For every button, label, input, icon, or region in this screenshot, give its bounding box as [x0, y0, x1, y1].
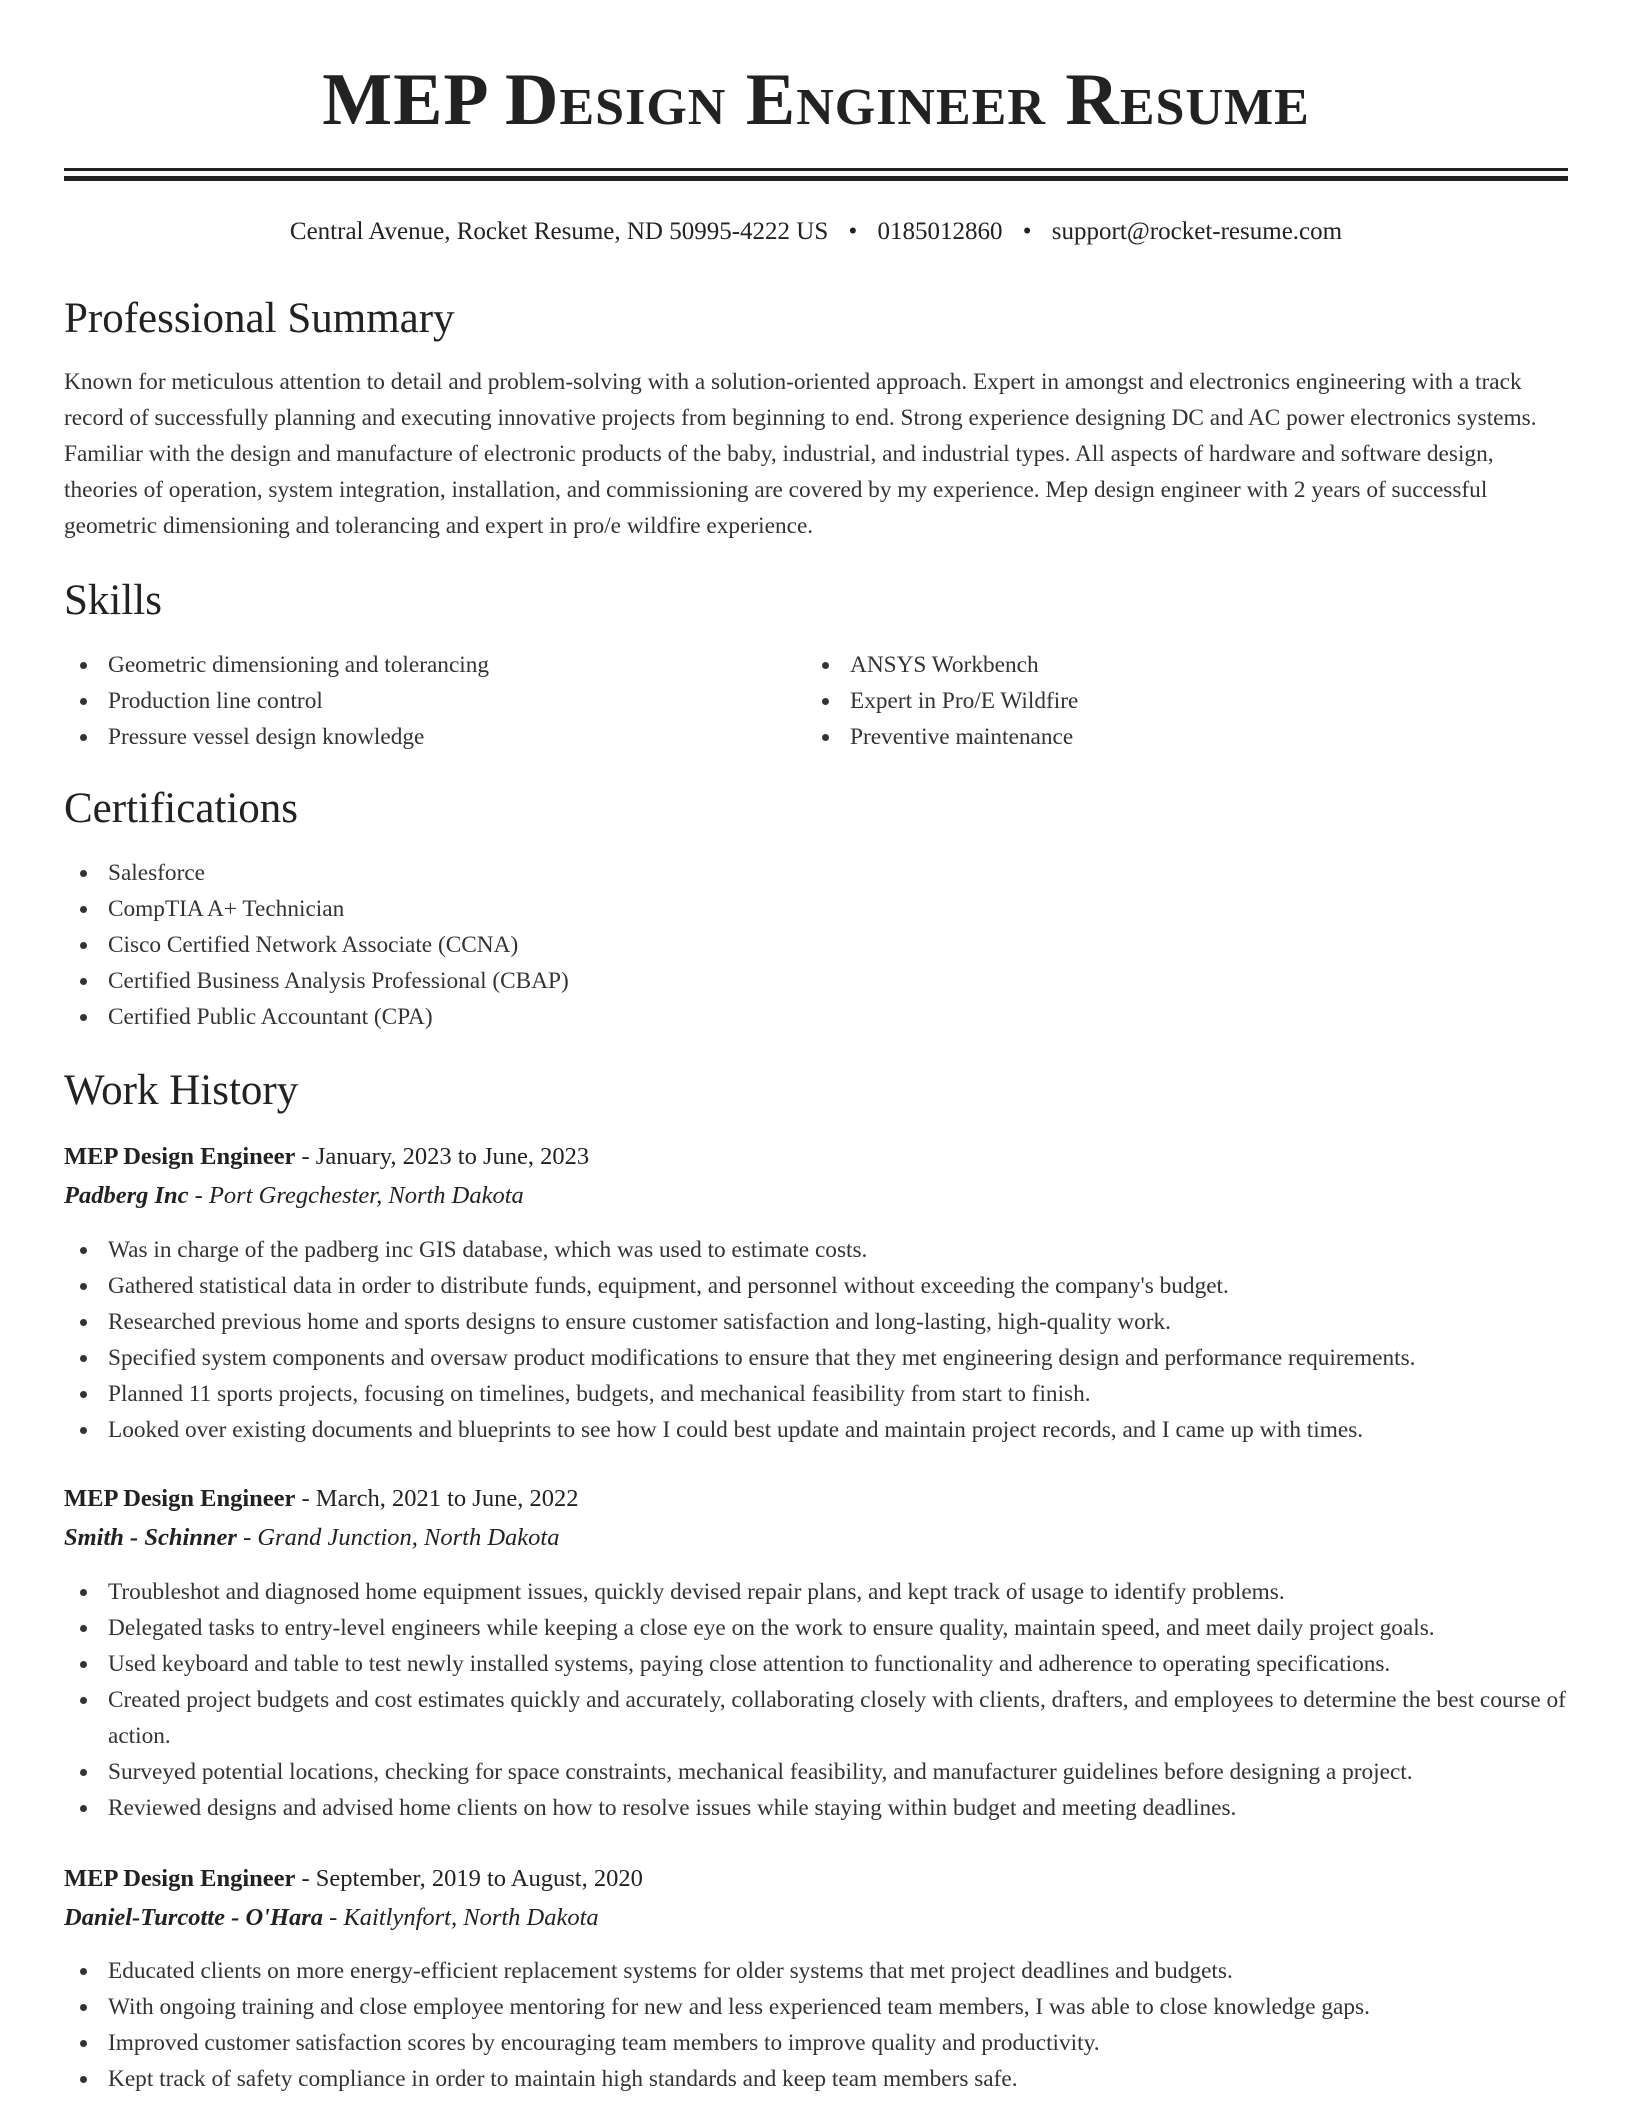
resume-title: MEP Design Engineer Resume	[322, 59, 1310, 141]
job-duty: Educated clients on more energy-efficient replacement systems for older systems that met project deadlines and budgets.	[64, 1953, 1568, 1989]
job-duty: Gathered statistical data in order to distribute funds, equipment, and personnel without exceeding the company's budget.	[64, 1268, 1568, 1304]
certification-item: Certified Public Accountant (CPA)	[64, 999, 1568, 1035]
company-location: - Grand Junction, North Dakota	[236, 1524, 560, 1551]
job-duty: With ongoing training and close employee mentoring for new and less experienced team members, I was able to close knowledge gaps.	[64, 1989, 1568, 2025]
contact-email: support@rocket-resume.com	[1051, 218, 1343, 245]
summary-heading: Professional Summary	[64, 295, 455, 342]
company-name: Padberg Inc	[64, 1182, 189, 1209]
job-duty: Specified system components and oversaw product modifications to ensure that they met engineering design and performance requirements.	[64, 1340, 1568, 1376]
skill-item: Expert in Pro/E Wildfire	[806, 683, 1566, 719]
job-duty: Improved customer satisfaction scores by encouraging team members to improve quality and productivity.	[64, 2025, 1568, 2061]
job-duty: Delegated tasks to entry-level engineers while keeping a close eye on the work to ensure quality, maintain speed, and meet daily project goals.	[64, 1610, 1568, 1646]
work-history-heading: Work History	[64, 1067, 299, 1114]
job-duties-list	[64, 1953, 1568, 2097]
company-location: - Kaitlynfort, North Dakota	[323, 1904, 599, 1931]
job-title-line	[64, 1138, 589, 1176]
resume-page	[64, 0, 1568, 2092]
job-duties-list	[64, 1574, 1568, 1826]
company-line	[64, 1519, 560, 1557]
company-name: Smith - Schinner	[64, 1524, 237, 1551]
job-title: MEP Design Engineer	[64, 1485, 296, 1512]
contact-address: Central Avenue, Rocket Resume, ND 50995-4222 US	[289, 218, 829, 245]
job-duty: Used keyboard and table to test newly installed systems, paying close attention to functionality and adherence to operating specifications.	[64, 1646, 1568, 1682]
contact-separator: •	[848, 218, 858, 245]
skill-item: Preventive maintenance	[806, 719, 1566, 755]
job-title: MEP Design Engineer	[64, 1143, 296, 1170]
skill-item: ANSYS Workbench	[806, 647, 1566, 683]
contact-phone: 0185012860	[877, 218, 1003, 245]
job-duty: Kept track of safety compliance in order to maintain high standards and keep team members safe.	[64, 2061, 1568, 2097]
certification-item: Salesforce	[64, 855, 1568, 891]
company-name: Daniel-Turcotte - O'Hara	[64, 1904, 324, 1931]
summary-text: Known for meticulous attention to detail and problem-solving with a solution-oriented approach. Expert in amongst and electronics engineering with a track record of successfully planning and executing innovative projects from beginning to end. Strong experience designing DC and AC power electronics systems. Familiar with the design and manufacture of electronic products of the baby, industrial, and industrial types. All aspects of hardware and software design, theories of operation, system integration, installation, and commissioning are covered by my experience. Mep design engineer with 2 years of successful geometric dimensioning and tolerancing and expert in pro/e wildfire experience.	[64, 369, 1537, 539]
company-location: - Port Gregchester, North Dakota	[188, 1182, 524, 1209]
job-duty: Planned 11 sports projects, focusing on timelines, budgets, and mechanical feasibility from start to finish.	[64, 1376, 1568, 1412]
company-line	[64, 1899, 599, 1937]
job-duty: Surveyed potential locations, checking for space constraints, mechanical feasibility, and manufacturer guidelines before designing a project.	[64, 1754, 1568, 1790]
job-title: MEP Design Engineer	[64, 1865, 296, 1892]
certification-item: Cisco Certified Network Associate (CCNA)	[64, 927, 1568, 963]
skills-list-left	[64, 647, 804, 755]
skills-list-right	[806, 647, 1566, 755]
job-duties-list	[64, 1232, 1568, 1448]
skill-item: Geometric dimensioning and tolerancing	[64, 647, 804, 683]
certifications-list	[64, 855, 1568, 1035]
company-line	[64, 1177, 524, 1215]
job-dates: - September, 2019 to August, 2020	[295, 1865, 643, 1892]
contact-line	[64, 214, 1568, 250]
certifications-heading: Certifications	[64, 785, 299, 832]
title-divider-top	[64, 168, 1568, 171]
contact-separator: •	[1022, 218, 1032, 245]
job-duty: Created project budgets and cost estimates quickly and accurately, collaborating closely with clients, drafters, and employees to determine the best course of action.	[64, 1682, 1568, 1754]
job-dates: - January, 2023 to June, 2023	[295, 1143, 590, 1170]
skills-heading: Skills	[64, 577, 162, 624]
certification-item: CompTIA A+ Technician	[64, 891, 1568, 927]
job-duty: Researched previous home and sports designs to ensure customer satisfaction and long-lasting, high-quality work.	[64, 1304, 1568, 1340]
certification-item: Certified Business Analysis Professional (CBAP)	[64, 963, 1568, 999]
title-divider-bottom	[64, 176, 1568, 181]
job-duty: Troubleshot and diagnosed home equipment issues, quickly devised repair plans, and kept track of usage to identify problems.	[64, 1574, 1568, 1610]
job-duty: Was in charge of the padberg inc GIS database, which was used to estimate costs.	[64, 1232, 1568, 1268]
job-duty: Looked over existing documents and blueprints to see how I could best update and maintain project records, and I came up with times.	[64, 1412, 1568, 1448]
skill-item: Pressure vessel design knowledge	[64, 719, 804, 755]
job-title-line	[64, 1860, 643, 1898]
job-dates: - March, 2021 to June, 2022	[295, 1485, 579, 1512]
job-duty: Reviewed designs and advised home clients on how to resolve issues while staying within budget and meeting deadlines.	[64, 1790, 1568, 1826]
job-title-line	[64, 1480, 578, 1518]
skill-item: Production line control	[64, 683, 804, 719]
